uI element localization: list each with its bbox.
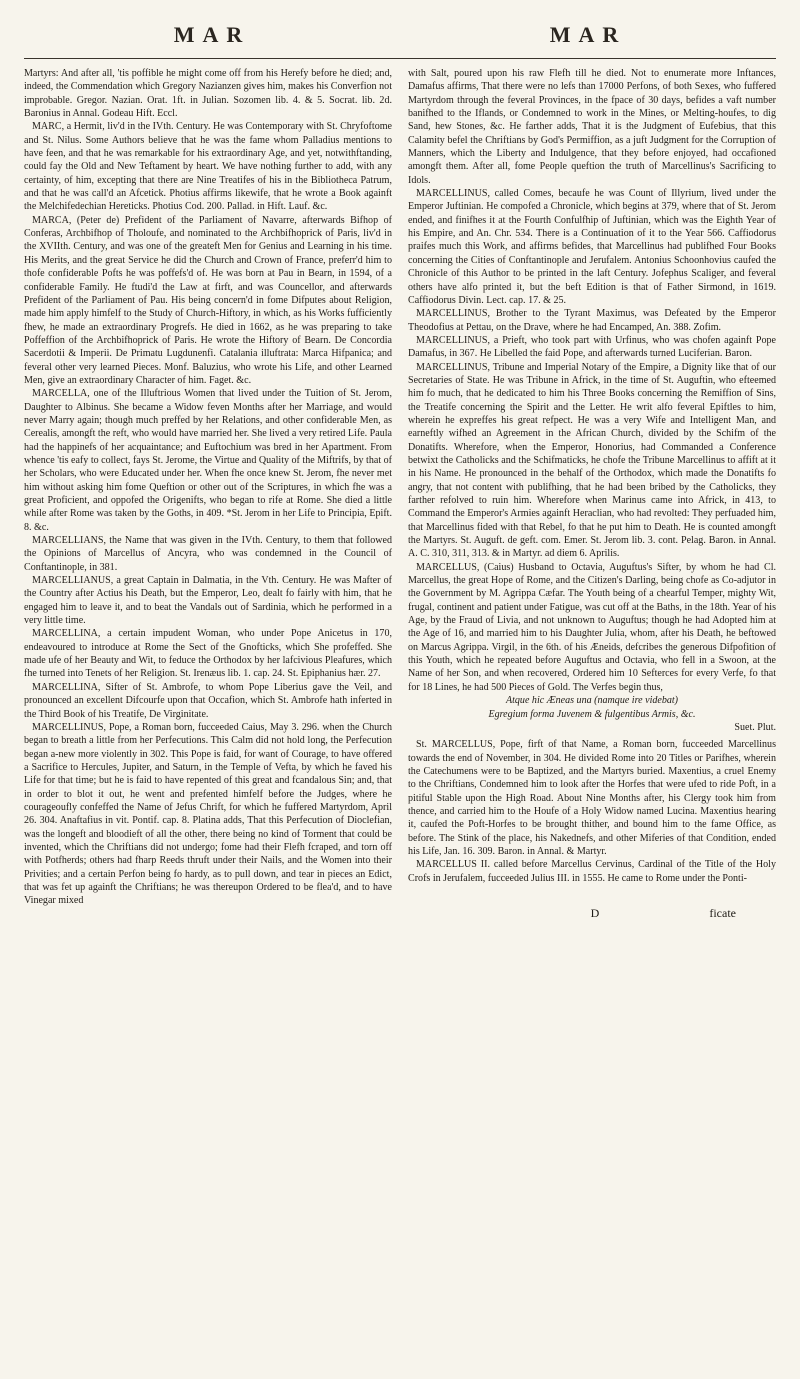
paragraph: MARCELLINA, a certain impudent Woman, who under Pope Anicetus in 170, endeavoured to introduce at Rome the Sect of the Gnofticks, which She profeffed. She made ufe of her Beauty and Wit, to feduce the Orthodox by her lafcivious Pleafures, which fhe turned into Tenets of her Religion. St. Irenæus lib. 1. cap. 24. St. Epiphanius hær. 27. xyxy=(24,628,392,680)
running-header xyxy=(24,0,776,48)
header-left: MAR xyxy=(173,22,251,47)
paragraph: MARCELLA, one of the Illuftrious Women that lived under the Tuition of St. Jerom, Daughter to Albinus. She became a Widow feven Months after her Marriage, and would never Marry again; though much preffed by her Relations, and other confiderable Men, as Cerealis, amongft the reft, who would have married her. She lived a very retired Life. Paula had the happinefs of her acquaintance; and Euftochium was bred in her Apartment. From whence 'tis eafy to collect, fays St. Jerome, the Virtue and Quality of the Miftrifs, by that of her Scholars, who were Educated under her. When fhe once knew St. Jerom, fhe never met him without asking him fome Queftion or other out of the Scriptures, in which fhe was a great Proficient, and oppofed the Origenifts, who began to rife at Rome. She died a little while after Rome was taken by the Goths, in 409. *St. Jerom in her Life to Principia, Epift. 8. &c. xyxy=(24,388,392,533)
paragraph: MARCELLIANUS, a great Captain in Dalmatia, in the Vth. Century. He was Mafter of the Country after Actius his Death, but the Emperor, Leo, dealt fo fairly with him, that he engaged him to leave it, and to beat the Vandals out of Sardinia, which he performed in a very little time. xyxy=(24,575,392,627)
text-columns xyxy=(24,67,776,908)
paragraph: MARC, a Hermit, liv'd in the IVth. Century. He was Contemporary with St. Chryfoftome and St. Nilus. Some Authors believe that he was the fame whom Palladius mentions to have feen, and that he was remarkable for his extraordinary Age, and yet, notwithftanding, could fay the Old and New Teftament by heart. We have nothing further to add, with any certainty, of him, excepting that there are Nine Treatifes of his in the Bibliotheca Patrum, and that he was call'd an Afcetick. Photius affirms likewife, that he wrote a Book againft the Melchifedechian Hereticks. Photius Cod. 200. Pallad. in Hift. Lauf. &c. xyxy=(24,121,392,213)
signature-mark: D xyxy=(590,905,600,920)
verse-line: Atque hic Æneas una (namque ire videbat) xyxy=(505,695,679,707)
paragraph: St. MARCELLUS, Pope, firft of that Name, a Roman born, fucceeded Marcellinus towards the end of November, in 304. He divided Rome into 20 Titles or Parifhes, wherein the Catechumens were to be Baptized, and the Martyrs buried. Maxentius, a cruel Enemy to the Chriftians, Condemned him to look after the Horfes that were ufed to ride Poft, in a pitiful Stable upon the High Road. About Nine Months after, his Clergy took him from thence, and carried him to the Houfe of a Holy Widow named Lucina. Maxentius hearing it, caufed the Poft-Horfes to be brought thither, and bound him to the fame Office, as before. The Stink of the place, his Nakednefs, and other Miferies of that Condition, ended his Life, Jan. 16. 309. Baron. in Annal. & Martyr. xyxy=(408,739,776,857)
right-column xyxy=(408,67,776,908)
verse-source: Suet. Plut. xyxy=(734,721,776,733)
paragraph: Martyrs: And after all, 'tis poffible he might come off from his Herefy before he died; and, indeed, the Commendation which Gregory Nazianzen gives him, makes his Converfion not improbable. Gregor. Nazian. Orat. 1ft. in Julian. Sozomen lib. 4. & 5. Socrat. lib. 2d. Baronius in Annal. Godeau Hift. Eccl. xyxy=(24,68,392,120)
left-column xyxy=(24,67,392,908)
paragraph: with Salt, poured upon his raw Flefh till he died. Not to enumerate more Inftances, Damafus affirms, That there were no lefs than 17000 Perfons, of both Sexes, who fuffered Martyrdom through the feveral Provinces, in the fpace of 30 days, befides a vaft number banifhed to the Iflands, or Condemned to work in the Mines, or Melting-houfes, to dig Sand, hew Stones, &c. He farther adds, That it is the Judgment of Eufebius, that this Calamity befel the Chriftians by God's Permiffion, as a juft Judgment for the Corruption of Manners, which the Liberty and Indulgence, that they before enjoyed, had occafioned amongft them. After all, fome People queftion the truth of Marcellinus's Sacrificing to Idols. xyxy=(408,68,776,186)
paragraph: MARCELLINUS, Brother to the Tyrant Maximus, was Defeated by the Emperor Theodofius at Pettau, on the Drave, where he had Encamped, An. 388. Zofim. xyxy=(408,308,776,333)
paragraph: MARCELLINUS, a Prieft, who took part with Urfinus, who was chofen againft Pope Damafus, in 367. He Libelled the faid Pope, and afterwards turned Luciferian. Baron. xyxy=(408,334,776,360)
verse-line: Egregium forma Juvenem & fulgentibus Armis, &c. xyxy=(488,708,696,720)
paragraph: MARCELLINA, Sifter of St. Ambrofe, to whom Pope Liberius gave the Veil, and pronounced an excellent Difcourfe upon that Occafion, which St. Ambrofe hath inferted in the Third Book of his Treatife, De Virginitate. xyxy=(24,681,392,720)
header-rule xyxy=(24,58,776,59)
paragraph: MARCELLINUS, called Comes, becaufe he was Count of Illyrium, lived under the Emperor Juftinian. He compofed a Chronicle, which begins at 379, where that of St. Jerom ended, and finifhes it at the Fourth Confulfhip of Juftinian, which was the Eighth Year of his Empire, and An. Chr. 534. There is a Continuation of it to the Year 566. Caffiodorus praifes much this Work, and affirms befides, that Marcellinus had publifhed Four Books concerning the Cities of Conftantinople and Jerufalem. Antonius Schoonhovius caufed the Chronicle of this Author to be printed in the laft Century. Jofephus Scaliger, and feveral others have alfo printed it, but the beft Edition is that of Father Sirmond, in 1619. Caffiodorus Divin. Lect. cap. 17. & 25. xyxy=(408,188,776,306)
paragraph: MARCELLINUS, Tribune and Imperial Notary of the Empire, a Dignity like that of our Secretaries of State. He was Tribune in Africk, in the time of St. Auguftin, who efteemed him fo much, that he dedicated to him his Three Books concerning the Remiffion of Sins, the Treatife concerning the Spirit and the Letter. He writ alfo feveral Epiftles to him, wherein he expreffes his great refpect. He was a very Wife and Intelligent Man, and earneftly wifhed an Agreement in the African Church, divided by the Schifm of the Donatifts. Wherefore, when the Emperor, Honorius, had Commanded a Conference betwixt the Catholicks and the Schifmaticks, he chofe the Tribune Marcellinus to affift at it in his Name. He pronounced in the behalf of the Orthodox, which made the Donatifts fo angry, that not content with publifhing, that he had been bribed by the Catholicks, they farther refolved to ruin him. Wherefore when Marinus came into Africk, in 413, to Command the Emperor's Armies againft Heraclian, who had revolted: They perfuaded him, that Marcellinus fided with that Rebel, fo that he put him to Death. He is counted amongft the Martyrs. St. Auguft. de geft. com. Emer. St. Jerom lib. 3. cont. Pelag. Baron. in Annal. A. C. 310, 311, 313. & in Martyr. ad diem 6. Aprilis. xyxy=(408,361,776,560)
header-right: MAR xyxy=(549,22,627,47)
paragraph: MARCA, (Peter de) Prefident of the Parliament of Navarre, afterwards Bifhop of Conferas, Archbifhop of Tholoufe, and nominated to the Archbifhoprick of Paris, liv'd in the XVIIth. Century, and was one of the greateft Men for Genius and Learning in his time. His Merits, and the great Service he did the Church and Crown of France, preferr'd him to thofe confiderable Pofts he was poffefs'd of. He was born at Pau in Bearn, in 1594, of a confiderable Family. He ftudi'd the Law at firft, and was Councellor, and afterwards Prefident of the Parliament of Pau. His being concern'd in fome Difputes about Religion, made him apply himfelf to the Study of Church-Hiftory, in which, as his Works fufficiently fhew, he made an extraordinary Progrefs. He died in 1662, as he was preparing to take Poffeffion of the Archbifhoprick of Paris. He wrote the Hiftory of Bearn. De Concordia Sacerdotii & Imperii. De Primatu Lugdunenfi. Catalania illuftrata: Marca Hifpanica; and feveral other very learned Pieces. Monf. Baluzius, who wrote his Life, and other Learned Men, give an extraordinary Character of him. Faget. &c. xyxy=(24,214,392,386)
catchword: ficate xyxy=(709,905,736,920)
paragraph: MARCELLUS II. called before Marcellus Cervinus, Cardinal of the Title of the Holy Crofs in Jerufalem, fucceeded Julius III. in 1555. He came to Rome under the Ponti- xyxy=(408,859,776,884)
page-footer xyxy=(24,906,776,921)
paragraph: MARCELLUS, (Caius) Husband to Octavia, Auguftus's Sifter, by whom he had Cl. Marcellus, the great Hope of Rome, and the Citizen's Darling, being chofe as Co-adjutor in the Government by M. Agrippa Cæfar. The Youth being of a chearful Temper, mighty Wit, frugal, continent and patient under Fatigue, was cut off at the Baths, in the 18th. Year of his Age, by the Fraud of Livia, and not unknown to Auguftus; though he had Adopted him at the Age of 16, and married him to his Daughter Julia, whom, after his Death, he beftowed on Marcus Agrippa. Virgil, in the 6th. of his Æneids, defcribes the generous Difpofition of this Youth, which he repeated before Auguftus and Octavia, who fell in a Swoon, at the Name of her Son, and when recovered, Ordered him 10 Sefterces for every Verfe, fo that for 18 Lines, he had 500 Pieces of Gold. The Verfes begin thus, xyxy=(408,561,776,693)
paragraph: MARCELLIANS, the Name that was given in the IVth. Century, to them that followed the Opinions of Marcellus of Ancyra, who was condemned in the Council of Conftantinople, in 381. xyxy=(24,535,392,573)
paragraph: MARCELLINUS, Pope, a Roman born, fucceeded Caius, May 3. 296. when the Church began to breath a little from her Perfecutions. This Calm did not hold long, the Perfecution began a-new more violently in 302. This Pope is faid, for want of Courage, to have offered a Sacrifice to Hercules, Jupiter, and Saturn, in the Temple of Vefta, by which he faved his Life for that time; but he is faid to have repented of this great and fcandalous Sin; and, that in order to blot it out, he went and prefented himfelf before the Judges, where he courageoufly confeffed the Name of Jefus Chrift, for which he fuffered Martyrdom, April 26. 304. Anaftafius in vit. Pontif. cap. 8. Platina adds, That this Perfecution of Dioclefian, was the longeft and bloodieft of all the other, there being no kind of Torment that could be invented, which the Chriftians did not undergo; fome had their Flefh fcraped, and torn off with Potfherds; others had fharp Reeds thruft under their Nails, and the Women into their Privities; and a certain Perfon being fo hardy, as to pull down, and tear in pieces an Edict, that was fet up againft the Chriftians; he was thereupon Ordered to be flea'd, and to have Vinegar mixed xyxy=(24,721,392,907)
